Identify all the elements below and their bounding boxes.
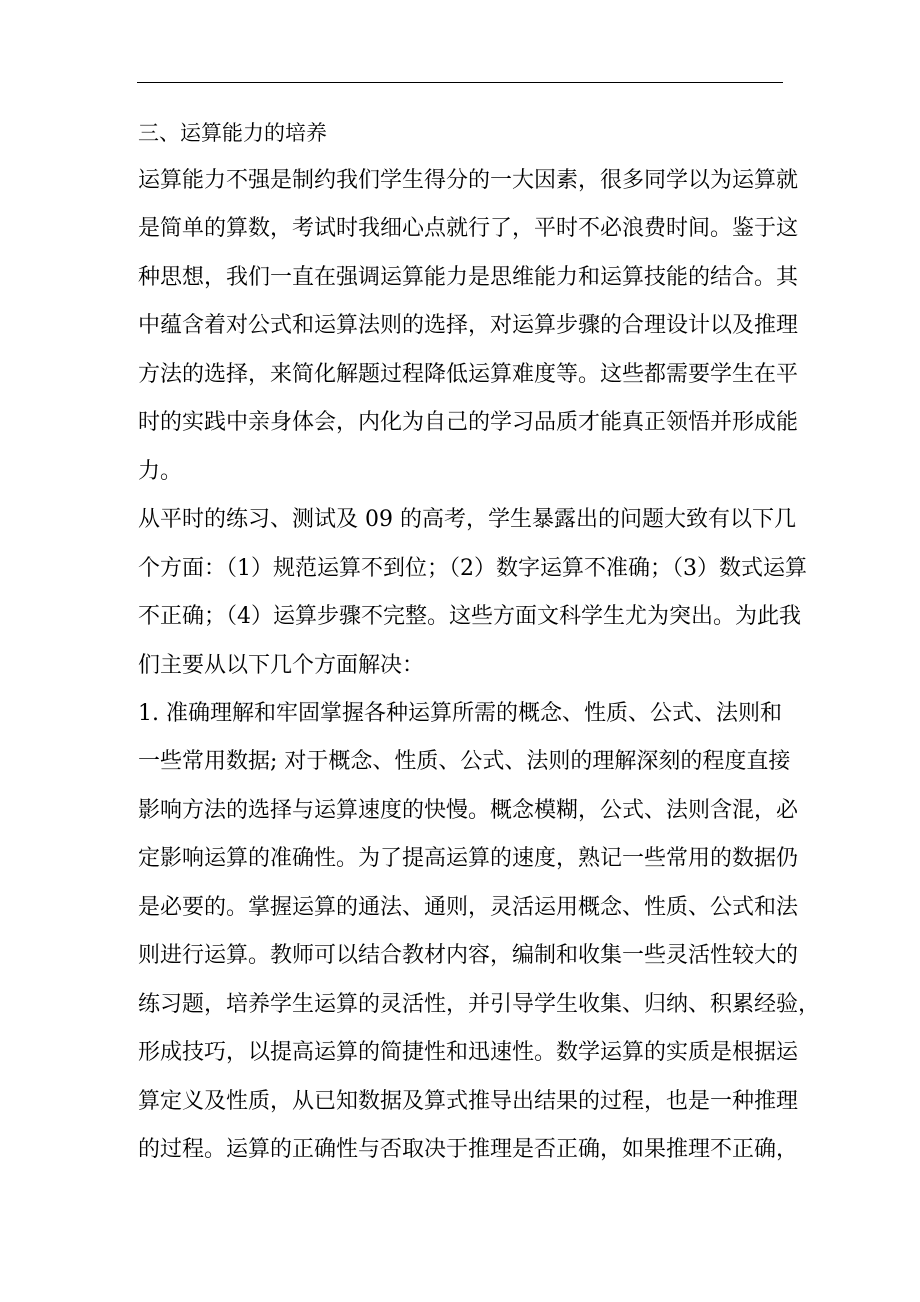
paragraph-1-line: 运算能力不强是制约我们学生得分的一大因素，很多同学以为运算就 bbox=[138, 168, 799, 193]
paragraph-1-line: 种思想，我们一直在强调运算能力是思维能力和运算技能的结合。其 bbox=[138, 265, 799, 290]
paragraph-3-line: 是必要的。掌握运算的通法、通则，灵活运用概念、性质、公式和法 bbox=[138, 895, 799, 920]
paragraph-2-line: 们主要从以下几个方面解决： bbox=[138, 653, 425, 678]
paragraph-3-line: 则进行运算。教师可以结合教材内容，编制和收集一些灵活性较大的 bbox=[138, 943, 799, 968]
paragraph-3-line: 的过程。运算的正确性与否取决于推理是否正确，如果推理不正确， bbox=[138, 1137, 799, 1162]
paragraph-3-line: 算定义及性质，从已知数据及算式推导出结果的过程，也是一种推理 bbox=[138, 1089, 799, 1114]
paragraph-1-line: 是简单的算数，考试时我细心点就行了，平时不必浪费时间。鉴于这 bbox=[138, 216, 799, 241]
paragraph-3-line: 影响方法的选择与运算速度的快慢。概念模糊，公式、法则含混，必 bbox=[138, 798, 799, 823]
paragraph-3-line: 定影响运算的准确性。为了提高运算的速度，熟记一些常用的数据仍 bbox=[138, 846, 799, 871]
paragraph-2-line: 个方面：（1）规范运算不到位；（2）数字运算不准确；（3）数式运算 bbox=[138, 556, 807, 581]
paragraph-3-line: 1. 准确理解和牢固掌握各种运算所需的概念、性质、公式、法则和 bbox=[138, 701, 782, 726]
paragraph-2-line: 从平时的练习、测试及 09 的高考，学生暴露出的问题大致有以下几 bbox=[138, 507, 796, 532]
section-heading: 三、运算能力的培养 bbox=[138, 121, 327, 145]
paragraph-3-line: 形成技巧，以提高运算的简捷性和迅速性。数学运算的实质是根据运 bbox=[138, 1040, 799, 1065]
paragraph-1-line: 中蕴含着对公式和运算法则的选择，对运算步骤的合理设计以及推理 bbox=[138, 313, 799, 338]
header-rule bbox=[137, 82, 783, 83]
paragraph-2-line: 不正确；（4）运算步骤不完整。这些方面文科学生尤为突出。为此我 bbox=[138, 604, 801, 629]
paragraph-3-line: 练习题，培养学生运算的灵活性，并引导学生收集、归纳、积累经验， bbox=[138, 992, 821, 1017]
paragraph-1-line: 方法的选择，来简化解题过程降低运算难度等。这些都需要学生在平 bbox=[138, 362, 799, 387]
paragraph-1-line: 力。 bbox=[138, 459, 183, 484]
paragraph-1-line: 时的实践中亲身体会，内化为自己的学习品质才能真正领悟并形成能 bbox=[138, 410, 799, 435]
paragraph-3-line: 一些常用数据; 对于概念、性质、公式、法则的理解深刻的程度直接 bbox=[138, 749, 791, 774]
